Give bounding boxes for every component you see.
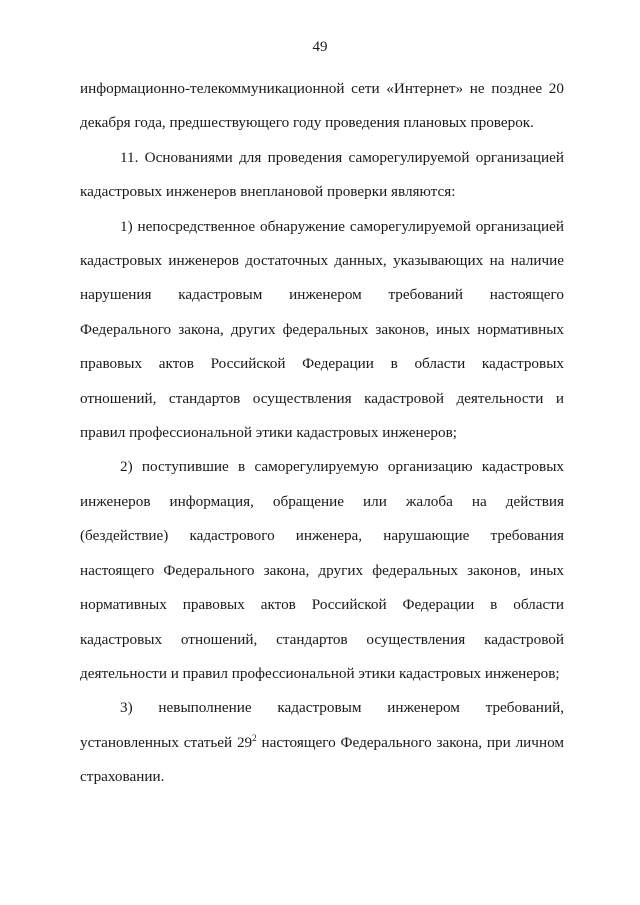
article-superscript: 2 xyxy=(252,732,257,743)
paragraph-subitem-3-text-start: 3) невыполнение кадастровым инженером требований, установленных статьей 29 xyxy=(80,699,564,751)
page-number: 49 xyxy=(312,39,328,55)
paragraph-subitem-2: 2) поступившие в саморегулируемую организацию кадастровых инженеров информация, обращение или жалоба на действия (бездействие) кадастрового инженера, нарушающие требования настоящего Федерального закона, других федеральных законов, иных нормативных правовых актов Российской Федерации в области кадастровых отношений, стандартов осуществления кадастровой деятельности и правил профессиональной этики кадастровых инженеров; xyxy=(80,458,564,682)
paragraph-item-11: 11. Основаниями для проведения саморегулируемой организацией кадастровых инженеров внеплановой проверки являются: xyxy=(80,148,564,201)
paragraph-subitem-1: 1) непосредственное обнаружение саморегулируемой организацией кадастровых инженеров достаточных данных, указывающих на наличие нарушения кадастровым инженером требований настоящего Федерального закона, других федеральных законов, иных нормативных правовых актов Российской Федерации в области кадастровых отношений, стандартов осуществления кадастровой деятельности и правил профессиональной этики кадастровых инженеров; xyxy=(80,217,564,442)
document-body xyxy=(80,72,564,795)
paragraph-continuation: информационно-телекоммуникационной сети «Интернет» не позднее 20 декабря года, предшествующего году проведения плановых проверок. xyxy=(80,80,564,132)
paragraph-subitem-3 xyxy=(80,691,564,794)
paragraph-subitem-3-text-end: настоящего Федерального закона, при личном страховании. xyxy=(80,733,564,786)
